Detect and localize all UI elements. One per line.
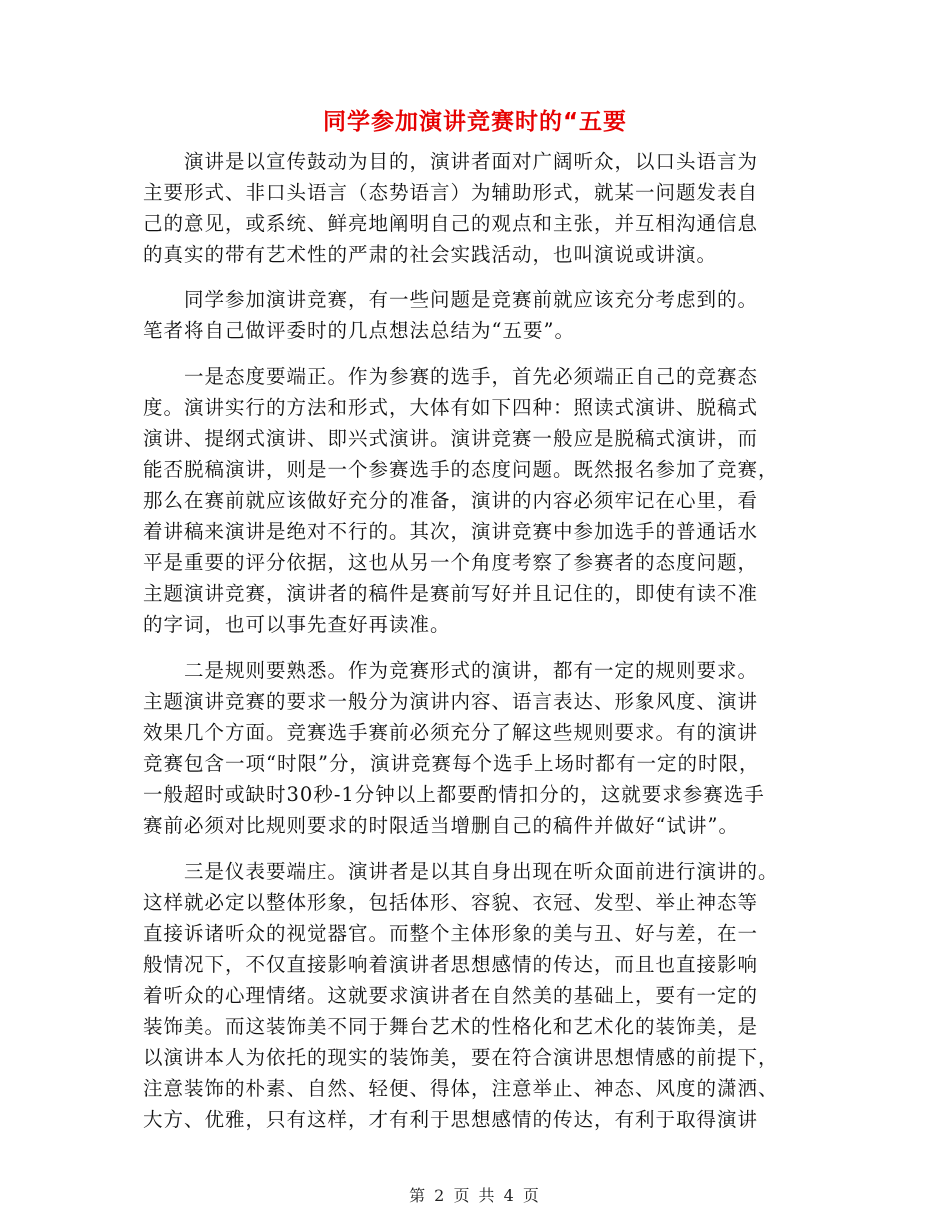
- body-line: 一般超时或缺时30秒-1分钟以上都要酌情扣分的，这就要求参赛选手: [143, 783, 765, 806]
- body-line: 着听众的心理情绪。这就要求演讲者在自然美的基础上，要有一定的: [143, 984, 759, 1007]
- body-line: 大方、优雅，只有这样，才有利于思想感情的传达，有利于取得演讲: [143, 1108, 759, 1131]
- body-line: 平是重要的评分依据，这也从另一个角度考察了参赛者的态度问题，: [143, 551, 759, 574]
- body-line: 演讲、提纲式演讲、即兴式演讲。演讲竞赛一般应是脱稿式演讲，而: [143, 427, 759, 450]
- body-line: 般情况下，不仅直接影响着演讲者思想感情的传达，而且也直接影响: [143, 953, 759, 976]
- body-line: 能否脱稿演讲，则是一个参赛选手的态度问题。既然报名参加了竞赛，: [143, 458, 779, 481]
- body-line: 主要形式、非口头语言（态势语言）为辅助形式，就某一问题发表自: [143, 181, 759, 204]
- body-line: 主题演讲竞赛，演讲者的稿件是赛前写好并且记住的，即使有读不准: [143, 582, 759, 605]
- body-line: 二是规则要熟悉。作为竞赛形式的演讲，都有一定的规则要求。: [143, 659, 759, 682]
- body-line: 赛前必须对比规则要求的时限适当增删自己的稿件并做好“试讲”。: [143, 814, 739, 837]
- body-line: 的字词，也可以事先查好再读准。: [143, 613, 451, 636]
- body-line: 主题演讲竞赛的要求一般分为演讲内容、语言表达、形象风度、演讲: [143, 690, 759, 713]
- body-line: 竞赛包含一项“时限”分，演讲竞赛每个选手上场时都有一定的时限，: [143, 752, 760, 775]
- body-line: 着讲稿来演讲是绝对不行的。其次，演讲竞赛中参加选手的普通话水: [143, 520, 759, 543]
- body-line: 同学参加演讲竞赛，有一些问题是竞赛前就应该充分考虑到的。: [143, 288, 759, 311]
- body-line: 演讲是以宣传鼓动为目的，演讲者面对广阔听众，以口头语言为: [143, 150, 759, 173]
- body-line: 度。演讲实行的方法和形式，大体有如下四种：照读式演讲、脱稿式: [143, 396, 759, 419]
- body-line: 一是态度要端正。作为参赛的选手，首先必须端正自己的竞赛态: [143, 365, 759, 388]
- body-line: 这样就必定以整体形象，包括体形、容貌、衣冠、发型、举止神态等: [143, 891, 759, 914]
- body-line: 直接诉诸听众的视觉器官。而整个主体形象的美与丑、好与差，在一: [143, 922, 759, 945]
- body-line: 以演讲本人为依托的现实的装饰美，要在符合演讲思想情感的前提下，: [143, 1046, 779, 1069]
- document-title: 同学参加演讲竞赛时的“五要: [322, 109, 628, 135]
- body-line: 己的意见，或系统、鲜亮地阐明自己的观点和主张，并互相沟通信息: [143, 212, 759, 235]
- body-line: 那么在赛前就应该做好充分的准备，演讲的内容必须牢记在心里，看: [143, 489, 759, 512]
- body-line: 注意装饰的朴素、自然、轻便、得体，注意举止、神态、风度的潇洒、: [143, 1077, 779, 1100]
- body-line: 三是仪表要端庄。演讲者是以其自身出现在听众面前进行演讲的。: [143, 860, 779, 883]
- body-line: 装饰美。而这装饰美不同于舞台艺术的性格化和艺术化的装饰美，是: [143, 1015, 759, 1038]
- body-line: 的真实的带有艺术性的严肃的社会实践活动，也叫演说或讲演。: [143, 243, 718, 266]
- page-number-footer: 第 2 页 共 4 页: [409, 1186, 541, 1205]
- body-line: 笔者将自己做评委时的几点想法总结为“五要”。: [143, 319, 575, 342]
- body-line: 效果几个方面。竞赛选手赛前必须充分了解这些规则要求。有的演讲: [143, 721, 759, 744]
